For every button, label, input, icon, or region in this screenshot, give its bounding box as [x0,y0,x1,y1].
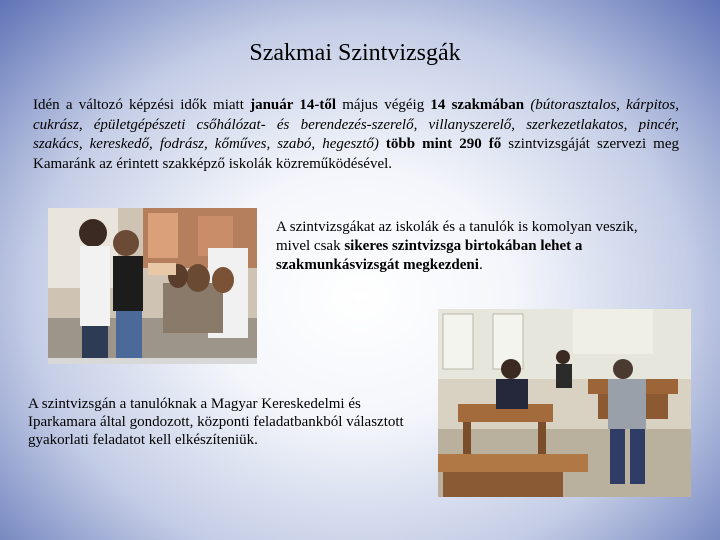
exam-requirement-highlight: sikeres szintvizsga birtokában lehet a szakmunkásvizsgát megkezdeni [276,238,583,273]
carpentry-workshop-photo [438,309,691,497]
intro-text: május végéig [336,97,431,113]
slide-title: Szakmai Szintvizsgák [249,40,461,66]
intro-text: Idén a változó képzési idők miatt [33,97,251,113]
intro-date-range: január 14-től [250,97,336,113]
exam-importance-paragraph: A szintvizsgákat az iskolák és a tanulók is komolyan veszik, mivel csak sikeres szintvizsga birtokában lehet a szakmunkásvizsgát megkezdeni. [276,219,638,273]
intro-trade-list: (bútorasztalos, kárpitos, cukrász, épületgépészeti csőhálózat- és berendezés-szerelő, villanyszerelő, szerkezetlakatos, pincér, szakács, kereskedő, fodrász, kőműves, szabó, hegesztő) [33,97,680,152]
intro-participant-count: több mint 290 fő [385,136,502,152]
exam-task-paragraph: A szintvizsgán a tanulóknak a Magyar Kereskedelmi és Iparkamara által gondozott, központi feladatbankból választott gyakorlati feladatot kell elkészíteniük. [28,396,404,448]
intro-trade-count: 14 szakmában [430,97,525,113]
intro-paragraph [33,96,679,174]
hairdressing-photo [48,208,257,364]
intro-text: szintvizsgáját szervezi meg Kamaránk az érintett szakképző iskolák közreműködésével. [33,136,679,172]
